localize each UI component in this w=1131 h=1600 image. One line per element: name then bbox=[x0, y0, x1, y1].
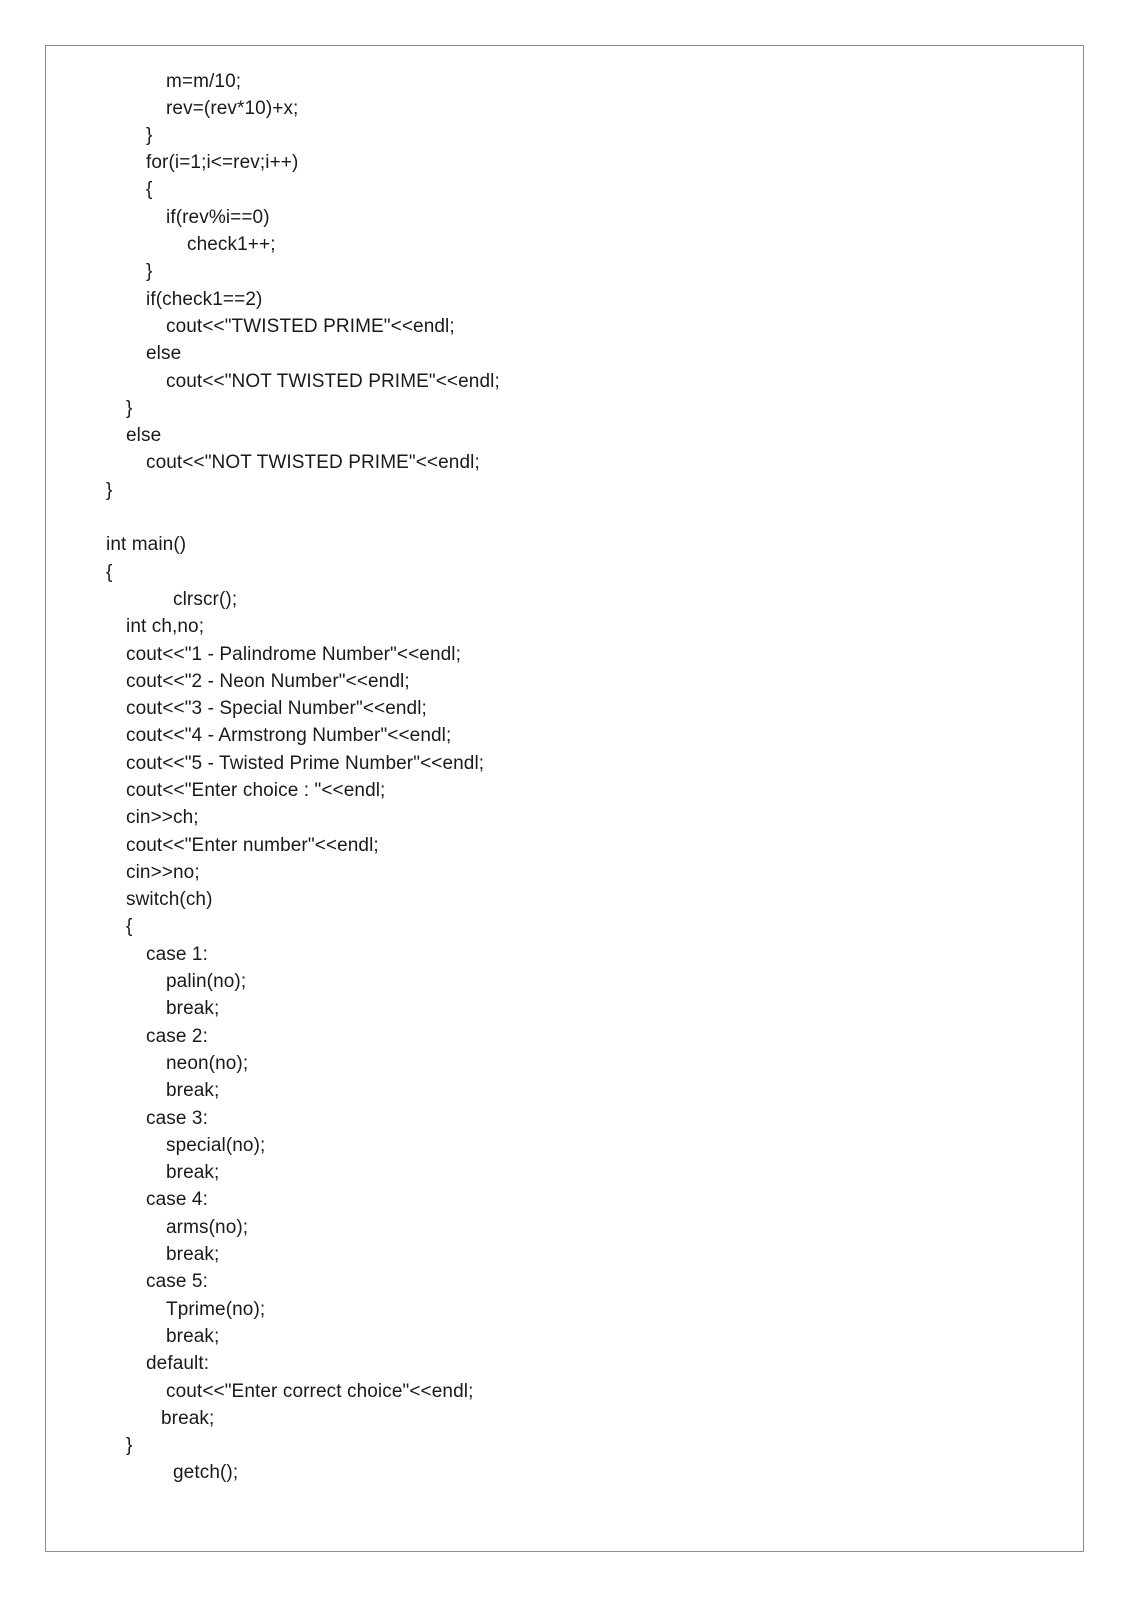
code-line: int main() bbox=[106, 534, 187, 555]
code-line: cout<<"NOT TWISTED PRIME"<<endl; bbox=[146, 452, 480, 473]
code-line: cout<<"1 - Palindrome Number"<<endl; bbox=[126, 644, 461, 665]
code-line: if(rev%i==0) bbox=[166, 207, 270, 228]
code-line: palin(no); bbox=[166, 971, 247, 992]
code-line: Tprime(no); bbox=[166, 1299, 266, 1320]
code-line: cout<<"TWISTED PRIME"<<endl; bbox=[166, 316, 455, 337]
code-line: break; bbox=[166, 1326, 220, 1347]
code-line: } bbox=[146, 261, 153, 282]
code-line: check1++; bbox=[187, 234, 276, 255]
code-line: break; bbox=[166, 1080, 220, 1101]
code-line: cout<<"Enter choice : "<<endl; bbox=[126, 780, 386, 801]
code-line: m=m/10; bbox=[166, 71, 242, 92]
code-line: cout<<"5 - Twisted Prime Number"<<endl; bbox=[126, 753, 485, 774]
code-line: case 5: bbox=[146, 1271, 208, 1292]
code-line: { bbox=[146, 179, 153, 200]
code-line: cout<<"2 - Neon Number"<<endl; bbox=[126, 671, 410, 692]
code-line: cin>>no; bbox=[126, 862, 200, 883]
code-line: arms(no); bbox=[166, 1217, 249, 1238]
code-line: rev=(rev*10)+x; bbox=[166, 98, 299, 119]
code-line: case 1: bbox=[146, 944, 208, 965]
code-line: clrscr(); bbox=[173, 589, 238, 610]
code-line: { bbox=[126, 916, 133, 937]
code-line: cout<<"Enter correct choice"<<endl; bbox=[166, 1381, 474, 1402]
code-line: special(no); bbox=[166, 1135, 266, 1156]
code-line: } bbox=[146, 125, 153, 146]
code-line: cout<<"NOT TWISTED PRIME"<<endl; bbox=[166, 371, 500, 392]
code-line: break; bbox=[166, 998, 220, 1019]
code-line: else bbox=[126, 425, 162, 446]
code-line: break; bbox=[166, 1244, 220, 1265]
code-line: break; bbox=[161, 1408, 215, 1429]
code-line: if(check1==2) bbox=[146, 289, 263, 310]
code-line: switch(ch) bbox=[126, 889, 213, 910]
code-line: default: bbox=[146, 1353, 210, 1374]
code-line: case 2: bbox=[146, 1026, 208, 1047]
code-line: break; bbox=[166, 1162, 220, 1183]
code-line: getch(); bbox=[173, 1462, 239, 1483]
code-line: cout<<"4 - Armstrong Number"<<endl; bbox=[126, 725, 452, 746]
code-line: cin>>ch; bbox=[126, 807, 199, 828]
code-line: cout<<"Enter number"<<endl; bbox=[126, 835, 379, 856]
code-line: cout<<"3 - Special Number"<<endl; bbox=[126, 698, 427, 719]
code-line: { bbox=[106, 562, 113, 583]
code-line: neon(no); bbox=[166, 1053, 249, 1074]
code-line: case 4: bbox=[146, 1189, 208, 1210]
code-line: } bbox=[126, 398, 133, 419]
code-line: } bbox=[126, 1435, 133, 1456]
code-line: else bbox=[146, 343, 182, 364]
code-line: case 3: bbox=[146, 1108, 208, 1129]
code-line: } bbox=[106, 480, 113, 501]
code-line: int ch,no; bbox=[126, 616, 205, 637]
code-line: for(i=1;i<=rev;i++) bbox=[146, 152, 299, 173]
